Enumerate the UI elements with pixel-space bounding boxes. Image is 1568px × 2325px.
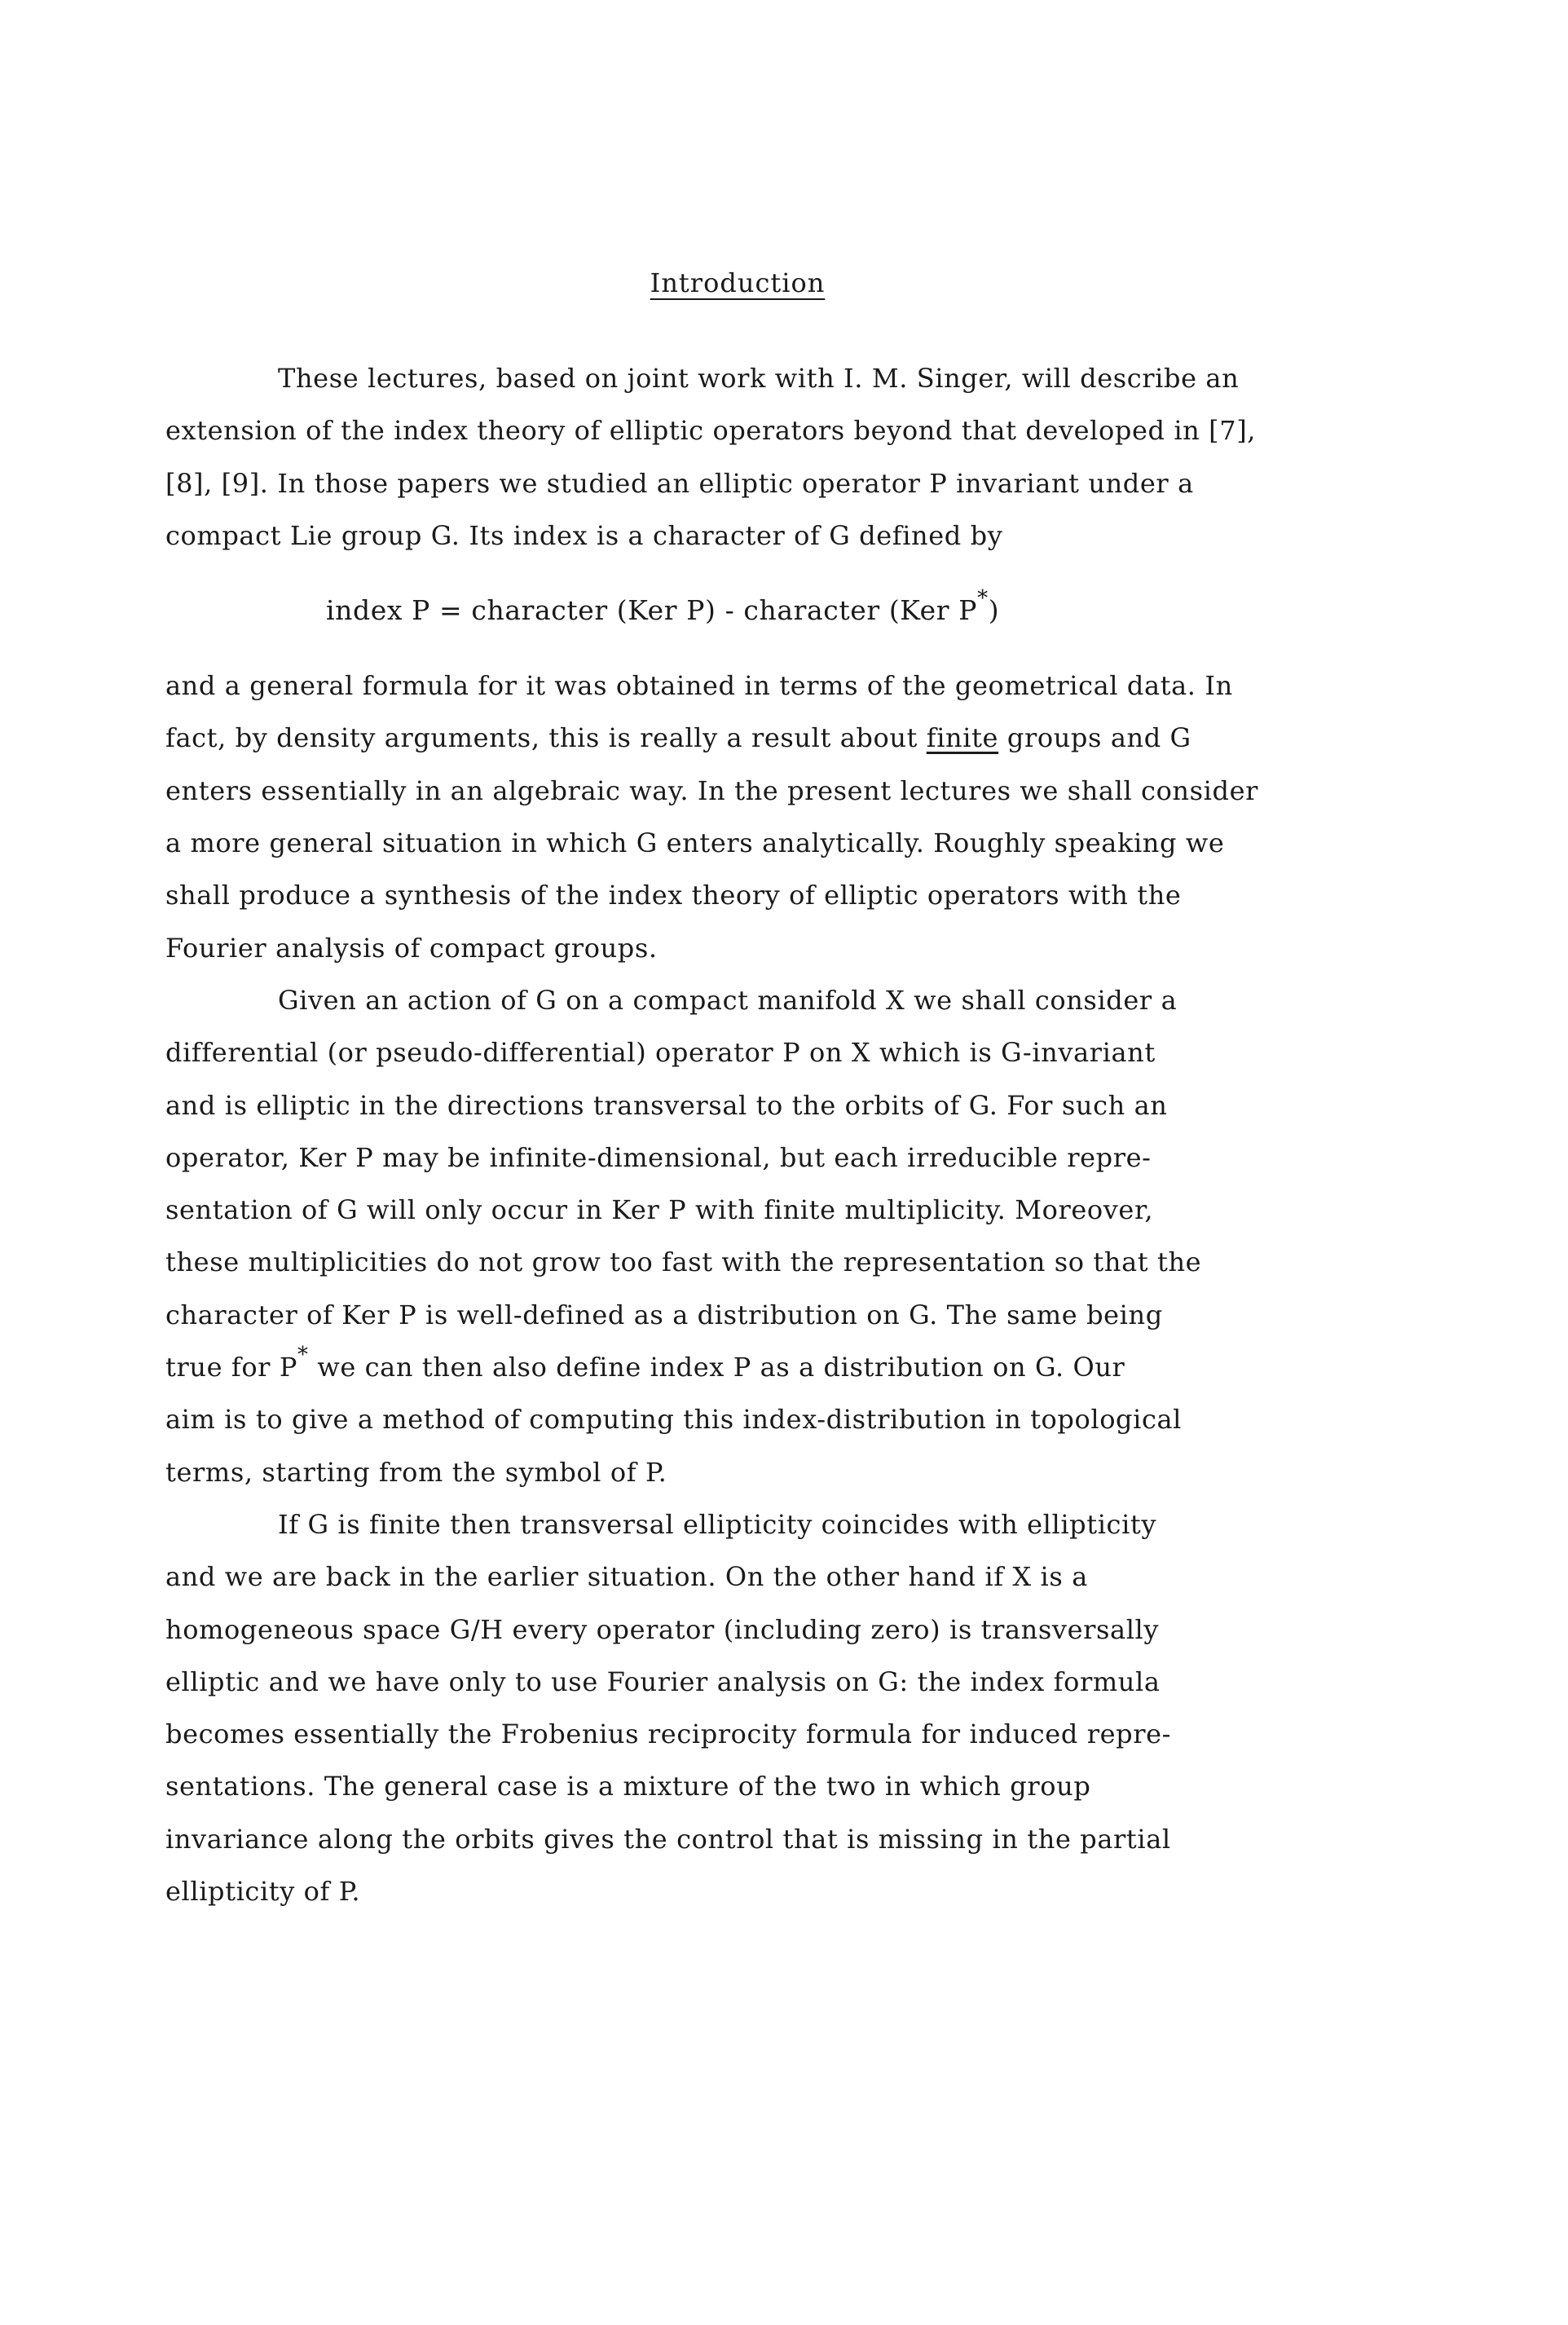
text-line: shall produce a synthesis of the index theory of elliptic operators with the [165, 880, 1182, 911]
text-line: ellipticity of P. [165, 1876, 361, 1908]
equation-body: index P = character (Ker P) - character (Ker P [326, 594, 978, 627]
text-line [165, 1341, 1437, 1393]
text-line: These lectures, based on joint work with I. M. Singer, will describe an [278, 363, 1240, 394]
text-segment: fact, by density arguments, this is really a result about [165, 722, 927, 754]
text-line: [8], [9]. In those papers we studied an elliptic operator P invariant under a [165, 467, 1194, 499]
text-line: a more general situation in which G enters analytically. Roughly speaking we [165, 827, 1225, 859]
text-segment: true for P [165, 1352, 297, 1383]
text-line: Given an action of G on a compact manifold X we shall consider a [278, 984, 1178, 1016]
text-line: these multiplicities do not grow too fast with the representation so that the [165, 1246, 1202, 1278]
index-equation [165, 562, 1437, 660]
title-text: Introduction [650, 267, 826, 298]
text-line: Fourier analysis of compact groups. [165, 932, 658, 964]
text-segment: we can then also define index P as a distribution on G. Our [308, 1352, 1125, 1383]
text-line: extension of the index theory of elliptic operators beyond that developed in [7], [165, 415, 1257, 447]
paragraph-2 [165, 660, 1437, 974]
text-line: operator, Ker P may be infinite-dimensional, but each irreducible repre- [165, 1141, 1152, 1173]
text-line: invariance along the orbits gives the control that is missing in the partial [165, 1823, 1171, 1855]
text-line: and we are back in the earlier situation. On the other hand if X is a [165, 1561, 1088, 1593]
text-line: sentations. The general case is a mixture of the two in which group [165, 1771, 1091, 1802]
text-line: becomes essentially the Frobenius reciprocity formula for induced repre- [165, 1718, 1172, 1750]
page-title [0, 267, 1475, 298]
equation-superscript: * [977, 586, 989, 611]
text-segment: groups and G [998, 722, 1191, 754]
text-line: aim is to give a method of computing this index-distribution in topological [165, 1404, 1183, 1436]
text-line: enters essentially in an algebraic way. In the present lectures we shall consider [165, 774, 1259, 806]
paragraph-3 [165, 974, 1437, 1498]
equation-close: ) [988, 594, 1000, 627]
paragraph-1 [165, 352, 1437, 562]
paragraph-4 [165, 1498, 1437, 1917]
text-line: elliptic and we have only to use Fourier analysis on G: the index formula [165, 1665, 1161, 1697]
text-line: and a general formula for it was obtained in terms of the geometrical data. In [165, 670, 1233, 702]
text-line: and is elliptic in the directions transversal to the orbits of G. For such an [165, 1089, 1168, 1121]
text-line: compact Lie group G. Its index is a character of G defined by [165, 519, 1003, 551]
text-line: differential (or pseudo-differential) operator P on X which is G-invariant [165, 1037, 1156, 1069]
text-line [165, 712, 1437, 764]
text-line: character of Ker P is well-defined as a distribution on G. The same being [165, 1299, 1163, 1330]
text-line: sentation of G will only occur in Ker P with finite multiplicity. Moreover, [165, 1194, 1154, 1226]
text-line: homogeneous space G/H every operator (including zero) is transversally [165, 1613, 1160, 1645]
superscript-star: * [297, 1343, 309, 1368]
text-line: terms, starting from the symbol of P. [165, 1456, 667, 1488]
text-line: If G is finite then transversal ellipticity coincides with ellipticity [278, 1508, 1157, 1540]
body-text [165, 352, 1437, 1917]
emphasized-word: finite [926, 722, 999, 754]
